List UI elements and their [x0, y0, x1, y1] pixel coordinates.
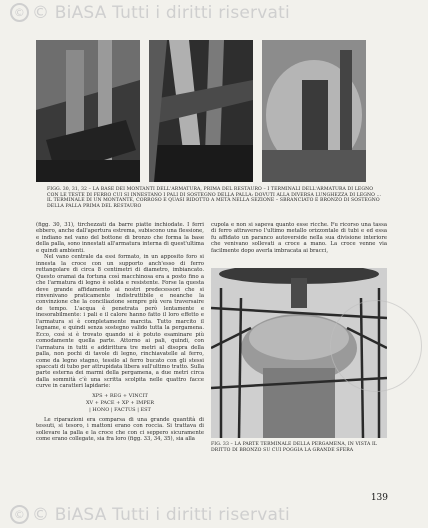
paragraph: (figg. 30, 31), tirchezzati da barre piatte inchiodate. I ferri ebbero, anche dall'apertura estrema, subiscono una flessione, e indiano nel vano del bottone di bronzo che forma la base della palla, sono innestati all'armatura interna di quest'ultima e quindi ambienti.	[36, 222, 204, 254]
paragraph: cupola e non si sapeva quanto esse ricche. Fu ricorso una tassa di ferro attraverso l'ultimo metallo orizzontale di tubi e ed essa fu affidato un paranco autoverside nella sua divisione interiore che venivano sollevati a croce a mano. La croce venne via facilmente dopo averla imbracata ai bracci,	[211, 222, 387, 254]
paragraph: Le riparazioni era comparsa di una grande quantità di tessuti, si tesoro, i mattoni erano con roccia. Si trattava di sollevare la palla e la croce che con ci seppero sicuramente come erano collegate, sia fra loro (figg. 33, 34, 35), sia alla	[36, 416, 204, 443]
copyright-logo-icon: ©	[10, 3, 29, 22]
text-column-left	[36, 222, 204, 443]
inscription-line: | HONO | FACTUS | EST	[89, 406, 151, 413]
photo-fig-30	[36, 40, 140, 182]
text-column-right	[211, 222, 387, 254]
watermark-top	[10, 3, 290, 23]
copyright-logo-icon: ©	[10, 505, 29, 524]
watermark-bottom	[10, 505, 290, 525]
caption-fig-33: FIG. 33 – LA PARTE TERMINALE DELLA PERGAMENA, IN VISTA IL DRITTO DI BRONZO SU CUI POGGIA LA GRANDE SFERA	[211, 442, 378, 453]
caption-figs-30-32: FIGG. 30, 31, 32 – LA BASE DEI MONTANTI DELL'ARMATURA, PRIMA DEL RESTAURO – I TERMINALI DELL'ARMATURA DI LEGNO CON LE TESTE DI FERRO CUI SI INNESTANO I PALI DI SOSTEGNO DELLA PALLA: DOVUTI ALLA DIVERSA LUNGHEZZA DI LEGNO ... IL TERMINALE DI UN MONTANTE, CORROSO E QUASI RIDOTTO A METÀ NELLA SEZIONE – SBRANCIATO E BRONZO DI SOSTEGNO DELLA PALLA PRIMA DEL RESTAURO	[47, 187, 382, 209]
watermark-text: © BiASA Tutti i diritti riservati	[32, 505, 290, 525]
inscription-line: XV + PACE + XP + IMPER	[85, 399, 155, 406]
photo-fig-31	[149, 40, 253, 182]
photo-fig-32	[262, 40, 366, 182]
inscription-line: XPS + REG + VINCIT	[92, 392, 148, 399]
watermark-text: © BiASA Tutti i diritti riservati	[32, 3, 290, 23]
paragraph: Nel vano centrale da essi formato, in un apposito foro si innesta la croce con un supporto anch'esso di ferro rettangolare di circa 8 centimetri di diametro, imbiancato. Questo oramai da fortuna così macchinosa era a posto fino a che l'armatura di legno è solida e resistente. Forse la questa deve grande affidamento ai nostri predecessori che si rinvenivano praticamente indistruttibile e neanche la convinzione che la conciliazione sempre più vera traversaire de tempo. L'acqua è penetrata però lentamente e inesorabilmente: i pali e il calore hanno fatto il loro effetto e l'armatura si è completamente marcita. Tutto marcito il legname, e quindi senza sostegno valido tutta la pergamena. Ecco, così si è trovato quando si è potuto esaminare più comodamente quella parte. Attorno ai pali, quindi, con l'armatura in tutti e addirittura tre metri al disopra della palla, non pochi di tavole di legno, rinchiavatelle al ferro, come da legno stagno, tessilo al ferro bucato con gli stessi spaccati di tubo per attrupidata libera sull'ultimo tratto. Sulla parte esterna dei marmi della pergamena, a due metri circa dalla sommità c'è una scritta scolpita nelle quattro facce curve in caratteri lapidarie:	[36, 254, 204, 390]
inscription	[36, 393, 204, 414]
page-number: 139	[370, 493, 388, 503]
library-stamp	[330, 300, 422, 392]
